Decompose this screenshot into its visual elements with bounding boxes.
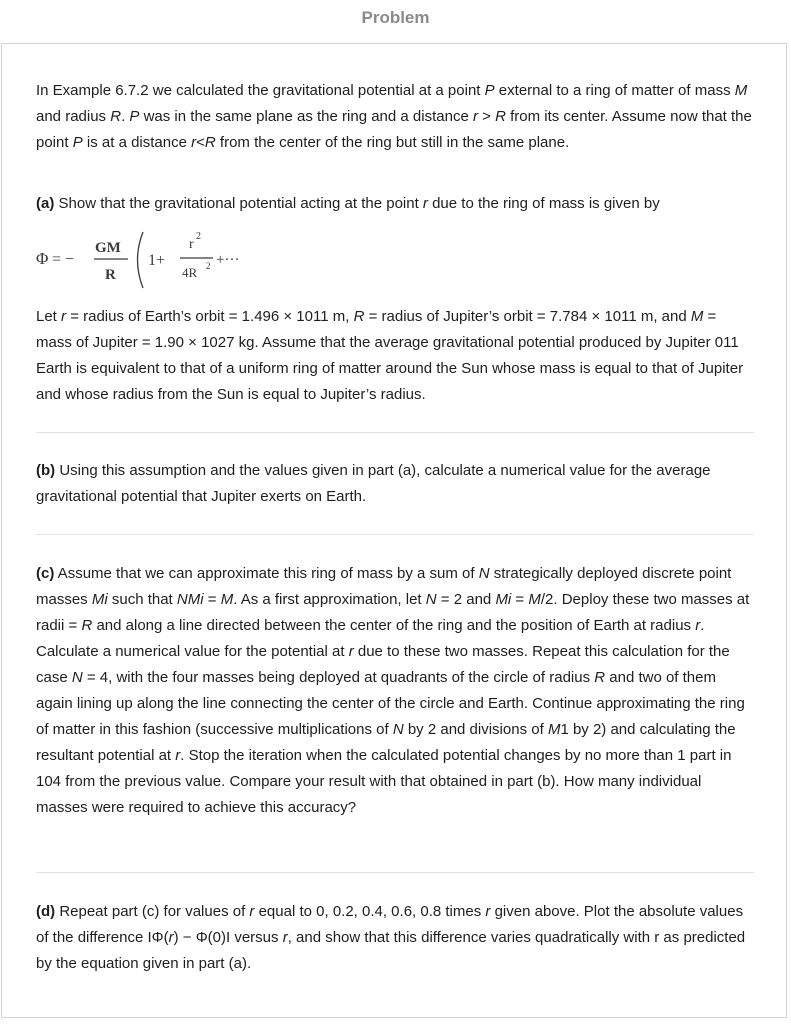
formula-equals-minus: = − <box>52 251 75 268</box>
given-values-paragraph: Let r = radius of Earth’s orbit = 1.496 × 1011 m, R = radius of Jupiter’s orbit = 7.784 × 1011 m, and M = mass of Jupiter = 1.90 × 1027 kg. Assume that the average gravitational potential produced by Jupiter 011 Earth is equivalent to that of a uniform ring of matter around the Sun whose mass is equal to that of Jupiter and whose radius from the Sun is equal to Jupiter’s radius. <box>36 308 744 403</box>
part-d-label: (d) <box>36 903 56 920</box>
part-c-label: (c) <box>36 565 55 582</box>
formula-4r-exponent: 2 <box>206 261 211 271</box>
part-a-label: (a) <box>36 195 55 212</box>
intro-paragraph: In Example 6.7.2 we calculated the gravitational potential at a point P external to a ring of matter of mass M and radius R. P was in the same plane as the ring and a distance r > R from its center. Assume now that the point P is at a distance r<R from the center of the ring but still in the same plane. <box>36 82 752 151</box>
divider <box>36 432 754 433</box>
divider <box>36 534 754 535</box>
part-c-prompt: (c) Assume that we can approximate this ring of mass by a sum of N strategically deployed discrete point masses Mi such that NMi = M. As a first approximation, let N = 2 and Mi = M/2. Deploy these two masses at radii = R and along a line directed between the center of the ring and the position of Earth at radius r. Calculate a numerical value for the potential at r due to these two masses. Repeat this calculation for the case N = 4, with the four masses being deployed at quadrants of the circle of radius R and two of them again lining up along the line connecting the center of the circle and Earth. Continue approximating the ring of matter in this fashion (successive multiplications of N by 2 and divisions of M1 by 2) and calculating the resultant potential at r. Stop the iteration when the calculated potential changes by no more than 1 part in 104 from the previous value. Compare your result with that obtained in part (b). How many individual masses were required to achieve this accuracy? <box>36 565 750 816</box>
formula-one-plus: 1+ <box>148 252 166 269</box>
part-b-prompt: (b) Using this assumption and the values given in part (a), calculate a numerical value for the average gravitational potential that Jupiter exerts on Earth. <box>36 462 711 505</box>
page-title: Problem <box>361 8 430 27</box>
potential-formula <box>36 224 296 294</box>
formula-r-exponent: 2 <box>196 231 201 242</box>
formula-r-numerator: r <box>189 237 194 252</box>
part-b-label: (b) <box>36 462 56 479</box>
part-d-prompt: (d) Repeat part (c) for values of r equal to 0, 0.2, 0.4, 0.6, 0.8 times r given above. Plot the absolute values of the difference IΦ(r) − Φ(0)I versus r, and show that this difference varies quadratically with r as predicted by the equation given in part (a). <box>36 903 746 972</box>
formula-tail: +··· <box>216 252 240 268</box>
formula-denominator: R <box>105 267 116 283</box>
formula-4r-denominator: 4R <box>182 265 198 280</box>
formula-phi: Φ <box>36 249 49 268</box>
divider <box>36 872 754 873</box>
part-a-prompt: (a) Show that the gravitational potential acting at the point r due to the ring of mass is given by <box>36 195 660 212</box>
formula-numerator: GM <box>95 240 121 256</box>
formula-left-paren <box>138 232 144 288</box>
